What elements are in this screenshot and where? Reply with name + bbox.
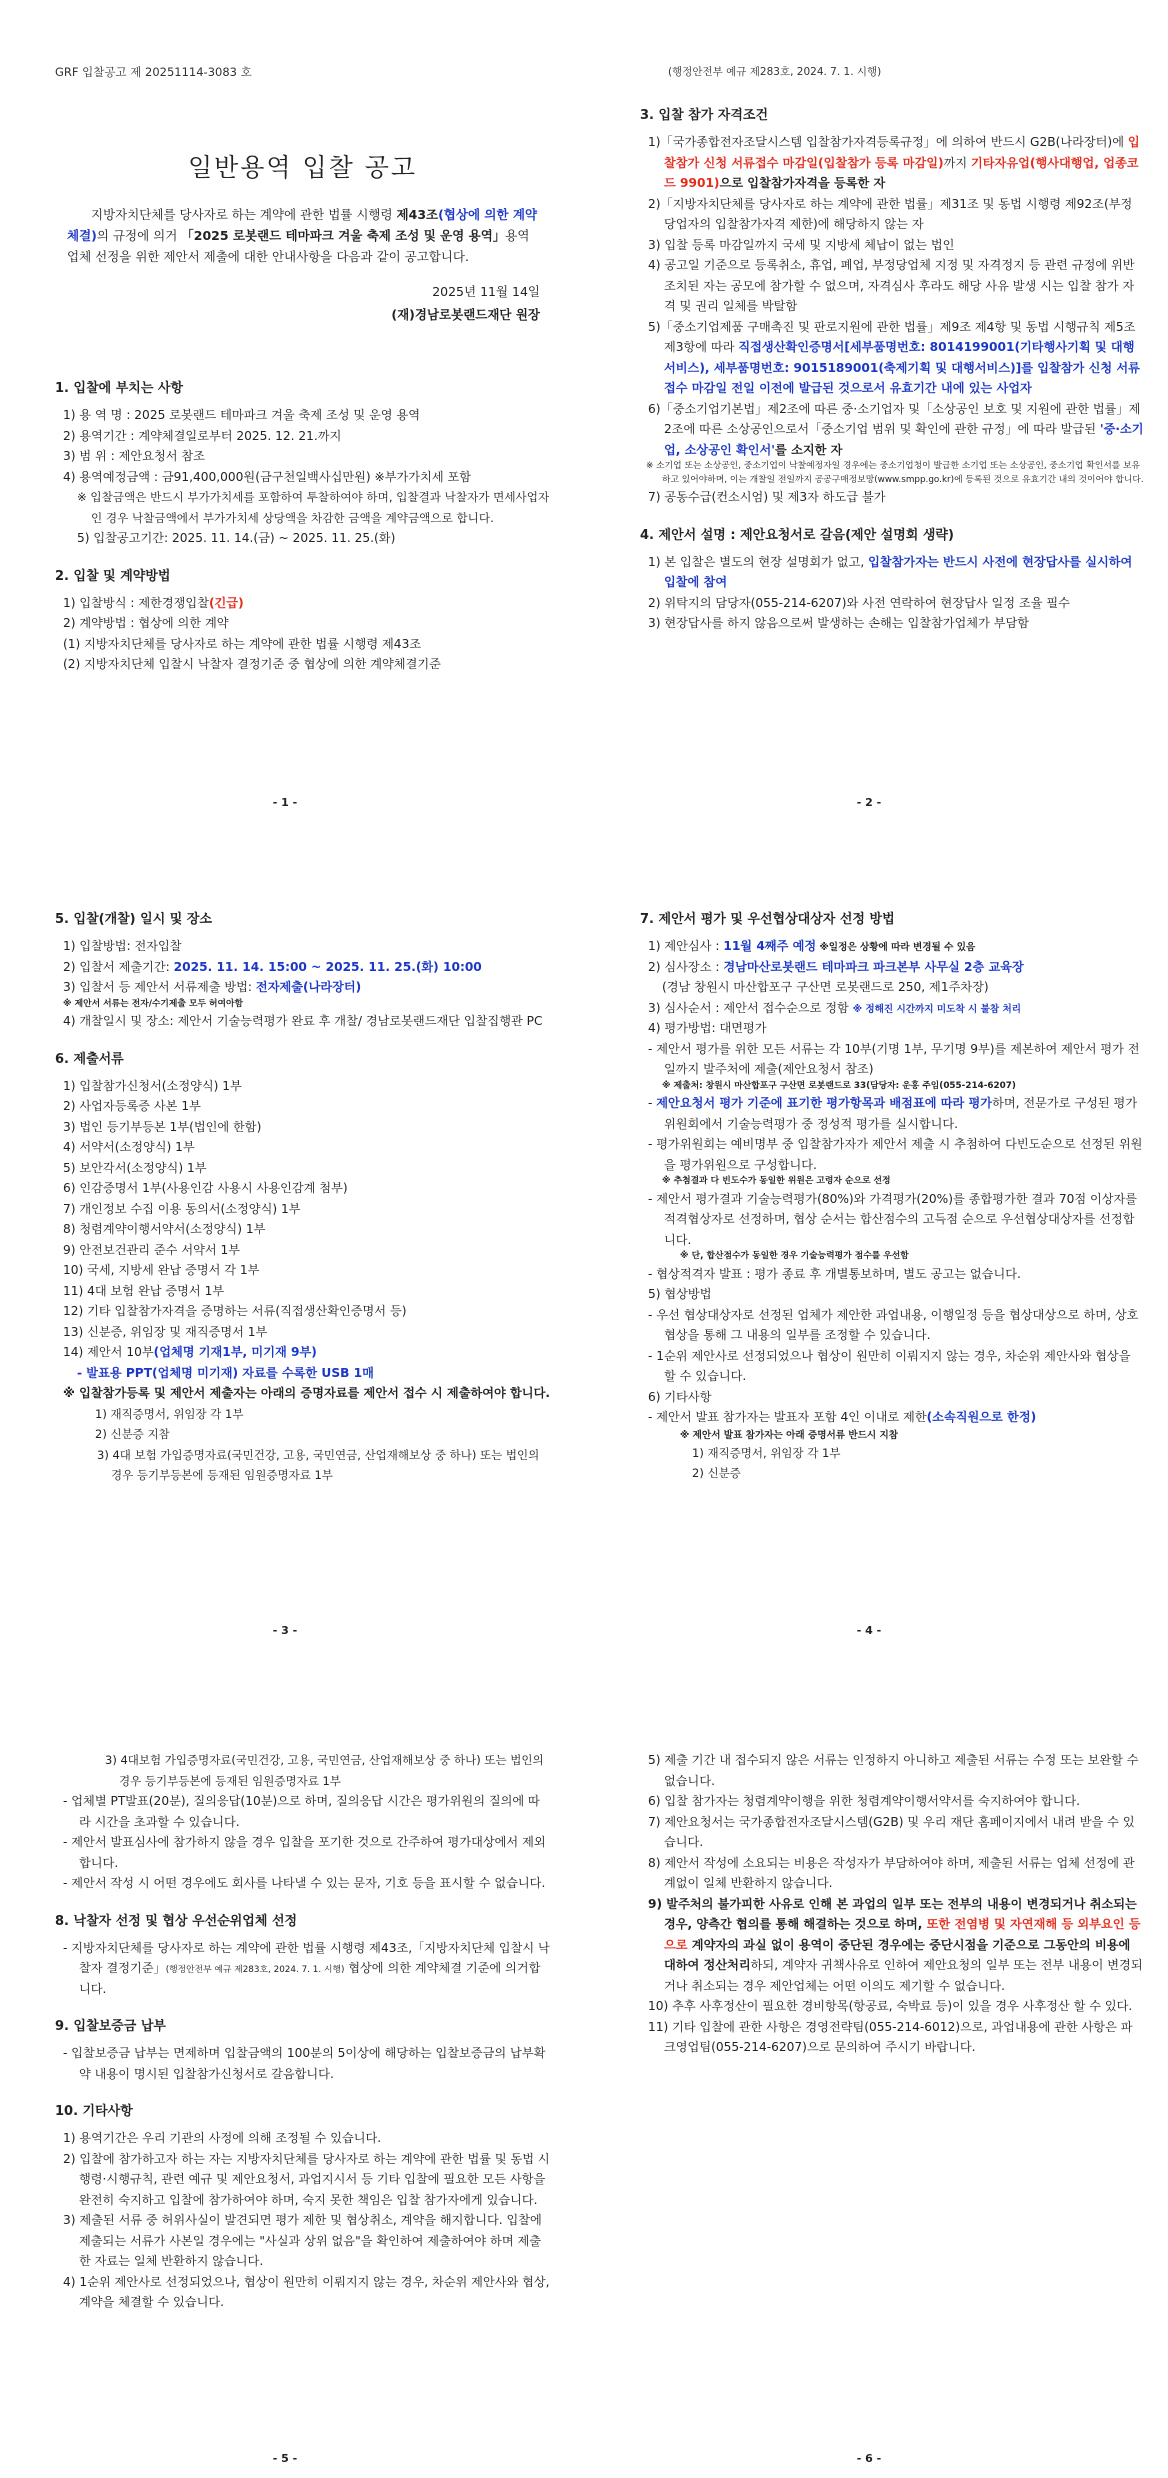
list-item: 13) 신분증, 위임장 및 재직증명서 1부	[63, 1324, 268, 1339]
contract-basis-2: (2) 지방자치단체 입찰시 낙찰자 결정기준 중 협상에 의한 계약체결기준	[63, 657, 441, 671]
presenter-doc-2: 2) 신분증	[692, 1466, 741, 1480]
qual-6-note: ※ 소기업 또는 소상공인, 중소기업이 낙찰예정자일 경우에는 중소기업청이 발급한 소기업 또는 소상공인, 중소기업 확인서를 보유하고 있어야하며, 이는 개찰일 전일까지 공공구매정보망(www.smpp.go.kr)에 등록된 것으로 유효기간 내의 것이어야 합니다.	[646, 461, 1144, 485]
service-name: 1) 용 역 명 : 2025 로봇랜드 테마파크 겨울 축제 조성 및 운영 용역	[63, 408, 421, 422]
eval-note-2: ※ 단, 합산점수가 동일한 경우 기술능력평가 점수를 우선함	[680, 1251, 909, 1261]
negotiation-1: - 우선 협상대상자로 선정된 업체가 제안한 과업내용, 이행일정 등을 협상대상으로 하며, 상호 협상을 통해 그 내용의 일부를 조정할 수 있습니다.	[648, 1307, 1139, 1342]
bid-bond: - 입찰보증금 납부는 면제하며 입찰금액의 100분의 5이상에 해당하는 입찰보증금의 납부확약 내용이 명시된 입찰참가신청서로 갈음합니다.	[63, 2046, 546, 2081]
other-matters: 6) 기타사항	[648, 1389, 712, 1404]
section-10-title: 10. 기타사항	[55, 2104, 133, 2119]
page-number: - 3 -	[272, 1624, 298, 1637]
award-basis: - 지방자치단체를 당사자로 하는 계약에 관한 법률 시행령 제43조,「지방자치단체 입찰시 낙찰자 결정기준」(행정안전부 예규 제283호, 2024. 7. 1. 시행) 협상에 의한 계약체결 기준에 의거합니다.	[63, 1940, 550, 1996]
anonymity-rule: - 제안서 작성 시 어떤 경우에도 회사를 나타낼 수 있는 문자, 기호 등을 표시할 수 없습니다.	[63, 1876, 546, 1890]
section-3-title: 3. 입찰 참가 자격조건	[640, 108, 769, 123]
evidence-3: 3) 4대 보험 가입증명자료(국민건강, 고용, 국민연금, 산업재해보상 중 하나) 또는 법인의 경우 등기부등본에 등재된 임원증명자료 1부	[97, 1447, 540, 1482]
other-10: 10) 추후 사후정산이 필요한 경비항목(항공료, 숙박료 등)이 있을 경우 사후정산 할 수 있다.	[648, 1999, 1133, 2013]
eval-5: - 협상적격자 발표 : 평가 종료 후 개별통보하며, 별도 공고는 없습니다.	[648, 1266, 1021, 1281]
list-item: 2) 사업자등록증 사본 1부	[63, 1099, 201, 1113]
contract-basis-1: (1) 지방자치단체를 당사자로 하는 계약에 관한 법률 시행령 제43조	[63, 636, 422, 651]
presenter-limit: - 제안서 발표 참가자는 발표자 포함 4인 이내로 제한(소속직원으로 한정)	[648, 1410, 1037, 1424]
section-6-title: 6. 제출서류	[55, 1051, 124, 1067]
other-1: 1) 용역기간은 우리 기관의 사정에 의해 조정될 수 있습니다.	[63, 2131, 382, 2145]
list-item: 5) 보안각서(소정양식) 1부	[63, 1160, 207, 1175]
page-number: - 5 -	[272, 2452, 298, 2465]
issuer: (재)경남로봇랜드재단 원장	[391, 307, 540, 322]
section-5-title: 5. 입찰(개찰) 일시 및 장소	[55, 912, 212, 927]
section-8-title: 8. 낙찰자 선정 및 협상 우선순위업체 선정	[55, 1913, 298, 1929]
qual-5: 5)「중소기업제품 구매촉진 및 판로지원에 관한 법률」제9조 제4항 및 동법 시행규칙 제5조 제3항에 따라 직접생산확인증명서[세부품명번호: 8014199001(기타행사기획 및 대행서비스), 세부품명번호: 9015189001(축제기획 및 대행서비스)]를 입찰참가 신청 서류접수 마감일 전일 이전에 발급된 것으로서 유효기간 내에 있는 사업자	[648, 319, 1140, 395]
other-5: 5) 제출 기간 내 접수되지 않은 서류는 인정하지 아니하고 제출된 서류는 수정 또는 보완할 수 없습니다.	[648, 1753, 1139, 1788]
negotiation-method: 5) 협상방법	[648, 1287, 712, 1301]
list-item: 9) 안전보건관리 준수 서약서 1부	[63, 1242, 241, 1257]
opening-info: 4) 개찰일시 및 장소: 제안서 기술능력평가 완료 후 개찰/ 경남로봇랜드재단 입찰집행관 PC	[63, 1014, 543, 1028]
negotiation-2: - 1순위 제안사로 선정되었으나 협상이 원만히 이뤄지지 않는 경우, 차순위 제안사와 협상을 할 수 있습니다.	[648, 1348, 1131, 1383]
eval-4: - 제안서 평가결과 기술능력평가(80%)와 가격평가(20%)를 종합평가한 결과 70점 이상자를 적격협상자로 선정하며, 협상 순서는 합산점수의 고득점 순으로 우선협상대상자를 선정합니다.	[648, 1191, 1138, 1247]
page-number: - 6 -	[856, 2452, 882, 2465]
eval-note: ※ 추첨결과 다 빈도수가 동일한 위원은 고령자 순으로 선정	[662, 1176, 891, 1186]
evidence-note: ※ 입찰참가등록 및 제안서 제출자는 아래의 증명자료를 제안서 접수 시 제출하여야 합니다.	[63, 1386, 550, 1400]
qual-7: 7) 공동수급(컨소시엄) 및 제3자 하도급 불가	[648, 490, 886, 504]
page-title: 일반용역 입찰 공고	[187, 153, 418, 182]
eval-1: - 제안서 평가를 위한 모든 서류는 각 10부(기명 1부, 무기명 9부)를 제본하여 제안서 평가 전일까지 발주처에 제출(제안요청서 참조)	[648, 1041, 1140, 1076]
qual-4: 4) 공고일 기준으로 등록취소, 휴업, 폐업, 부정당업체 지정 및 자격정지 등 관련 규정에 위반 조치된 자는 공모에 참가할 수 없으며, 자격심사 후라도 해당 사유 발생 시는 입찰 참가 자격 및 권리 일체를 박탈함	[648, 258, 1135, 313]
section-9-title: 9. 입찰보증금 납부	[55, 2019, 166, 2034]
bid-period: 2) 입찰서 제출기간: 2025. 11. 14. 15:00 ~ 2025. 11. 25.(화) 10:00	[63, 959, 482, 974]
presenter-note: ※ 제안서 발표 참가자는 아래 증명서류 반드시 지참	[680, 1429, 899, 1441]
other-11: 11) 기타 입찰에 관한 사항은 경영전략팀(055-214-6012)으로, 과업내용에 관한 사항은 파크영업팀(055-214-6207)으로 문의하여 주시기 바랍니다.	[648, 2019, 1133, 2054]
list-item: 11) 4대 보험 완납 증명서 1부	[63, 1283, 225, 1298]
section-4-title: 4. 제안서 설명 : 제안요청서로 갈음(제안 설명회 생략)	[640, 527, 954, 543]
service-period: 2) 용역기간 : 계약체결일로부터 2025. 12. 21.까지	[63, 428, 342, 443]
review-order: 3) 심사순서 : 제안서 접수순으로 정함 ※ 정해진 시간까지 미도착 시 불참 처리	[648, 1000, 1022, 1015]
review-address: (경남 창원시 마산합포구 구산면 로봇랜드로 250, 제1주차장)	[662, 980, 989, 994]
usb-note: - 발표용 PPT(업체명 미기재) 자료를 수록한 USB 1매	[77, 1365, 374, 1380]
other-3: 3) 제출된 서류 중 허위사실이 발견되면 평가 제한 및 협상취소, 계약을 해지합니다. 입찰에 제출되는 서류가 사본일 경우에는 "사실과 상위 없음"을 확인하여 제출하여야 하며 제출한 자료는 일체 반환하지 않습니다.	[63, 2213, 542, 2268]
other-6: 6) 입찰 참가자는 청렴계약이행을 위한 청렴계약이행서약서를 숙지하여야 합니다.	[648, 1794, 1081, 1808]
list-item: 4) 서약서(소정양식) 1부	[63, 1140, 195, 1154]
qual-1: 1)「국가종합전자조달시스템 입찰참가자격등록규정」에 의하여 반드시 G2B(나라장터)에 입찰참가 신청 서류접수 마감일(입찰참가 등록 마감일)까지 기타자유업(행사대행업, 업종코드 9901)으로 입찰참가자격을 등록한 자	[648, 135, 1140, 190]
evidence-1: 1) 재직증명서, 위임장 각 1부	[95, 1406, 244, 1421]
page-number: - 1 -	[272, 796, 298, 809]
other-8: 8) 제안서 작성에 소요되는 비용은 작성자가 부담하여야 하며, 제출된 서류는 업체 선정에 관계없이 일체 반환하지 않습니다.	[648, 1855, 1135, 1890]
section-1-title: 1. 입찰에 부치는 사항	[55, 381, 184, 396]
list-item: 6) 인감증명서 1부(사용인감 사용시 사용인감계 첨부)	[63, 1181, 348, 1195]
notice-date: 2025년 11월 14일	[432, 284, 540, 299]
insurance-proof: 3) 4대보험 가입증명자료(국민건강, 고용, 국민연금, 산업재해보상 중 하나) 또는 법인의 경우 등기부등본에 등재된 임원증명자료 1부	[105, 1753, 544, 1788]
presenter-doc-1: 1) 재직증명서, 위임장 각 1부	[692, 1445, 841, 1460]
evidence-2: 2) 신분증 지참	[95, 1427, 170, 1441]
contract-method: 2) 계약방법 : 협상에 의한 계약	[63, 616, 229, 630]
eval-2: - 제안요청서 평가 기준에 표기한 평가항목과 배점표에 따라 평가하며, 전문가로 구성된 평가위원회에서 기술능력평가 중 정성적 평가를 실시합니다.	[648, 1096, 1138, 1131]
document-list	[55, 1076, 550, 1343]
list-item: 7) 개인정보 수집 이용 동의서(소정양식) 1부	[63, 1201, 301, 1216]
submission-note: ※ 제안서 서류는 전자/수기제출 모두 허여아함	[63, 998, 244, 1009]
review-place: 2) 심사장소 : 경남마산로봇랜드 테마파크 파크본부 사무실 2층 교육장	[648, 959, 1024, 974]
list-item: 10) 국세, 지방세 완납 증명서 각 1부	[63, 1263, 260, 1277]
other-9: 9) 발주처의 불가피한 사유로 인해 본 과업의 일부 또는 전부의 내용이 변경되거나 취소되는 경우, 양측간 협의를 통해 해결하는 것으로 하며, 또한 전염병 및 자연재해 등 외부요인 등으로 계약자의 과실 없이 용역이 중단된 경우에는 중단시점을 기준으로 그동안의 비용에 대하여 정산처리하되, 계약자 귀책사유로 인하여 제안요청의 일부 또는 전부 내용이 변경되거나 취소되는 경우 제안업체는 어떤 이의도 제기할 수 없습니다.	[648, 1896, 1143, 1993]
explanation-1: 1) 본 입찰은 별도의 현장 설명회가 없고, 입찰참가자는 반드시 사전에 현장답사를 실시하여 입찰에 참여	[648, 554, 1133, 589]
list-item: 8) 청렴계약이행서약서(소정양식) 1부	[63, 1222, 266, 1236]
proposal-copies: 14) 제안서 10부(업체명 기재1부, 미기재 9부)	[63, 1345, 317, 1359]
section-7-title: 7. 제안서 평가 및 우선협상대상자 선정 방법	[640, 912, 895, 927]
bidding-method: 1) 입찰방식 : 제한경쟁입찰(긴급)	[63, 595, 244, 610]
amount-note: ※ 입찰금액은 반드시 부가가치세를 포함하여 투찰하여야 하며, 입찰결과 낙찰자가 면세사업자인 경우 낙찰금액에서 부가가치세 상당액을 차감한 금액을 계약금액으로 합니다.	[77, 490, 550, 525]
estimated-amount: 4) 용역예정금액 : 금91,400,000원(금구천일백사십만원) ※부가가치세 포함	[63, 469, 472, 484]
explanation-3: 3) 현장답사를 하지 않음으로써 발생하는 손해는 입찰참가업체가 부담함	[648, 616, 1030, 630]
other-2: 2) 입찰에 참가하고자 하는 자는 지방자치단체를 당사자로 하는 계약에 관한 법률 및 동법 시행령·시행규칙, 관련 예규 및 제안요청서, 과업지시서 등 기타 입찰에 필요한 모든 사항을 완전히 숙지하고 입찰에 참가하여야 하며, 숙지 못한 책임은 입찰 참가자에게 있습니다.	[63, 2151, 550, 2207]
qual-3: 3) 입찰 등록 마감일까지 국세 및 지방세 체납이 없는 법인	[648, 237, 955, 252]
list-item: 12) 기타 입찰참가자격을 증명하는 서류(직접생산확인증명서 등)	[63, 1304, 407, 1318]
bid-method: 1) 입찰방법: 전자입찰	[63, 939, 182, 953]
list-item: 3) 법인 등기부등본 1부(법인에 한함)	[63, 1119, 262, 1134]
submission-method: 3) 입찰서 등 제안서 서류제출 방법: 전자제출(나라장터)	[63, 980, 362, 994]
explanation-2: 2) 위탁지의 담당자(055-214-6207)와 사전 연락하여 현장답사 일정 조율 필수	[648, 595, 1070, 610]
list-item: 1) 입찰참가신청서(소정양식) 1부	[63, 1078, 242, 1093]
notice-number: GRF 입찰공고 제 20251114-3083 호	[55, 65, 252, 79]
eval-3: - 평가위원회는 예비명부 중 입찰참가자가 제안서 제출 시 추첨하여 다빈도순으로 선정된 위원을 평가위원으로 구성합니다.	[648, 1137, 1143, 1172]
qual-2: 2)「지방자치단체를 당사자로 하는 계약에 관한 법률」제31조 및 동법 시행령 제92조(부정당업자의 입찰참가자격 제한)에 해당하지 않는 자	[648, 196, 1133, 231]
header-reference: (행정안전부 예규 제283호, 2024. 7. 1. 시행)	[668, 66, 882, 78]
review-date: 1) 제안심사 : 11월 4째주 예정 ※일정은 상황에 따라 변경될 수 있음	[648, 939, 976, 953]
scope: 3) 범 위 : 제안요청서 참조	[63, 449, 205, 463]
other-4: 4) 1순위 제안사로 선정되었으나, 협상이 원만히 이뤄지지 않는 경우, 차순위 제안사와 협상, 계약을 체결할 수 있습니다.	[63, 2274, 550, 2309]
lead-paragraph: 지방자치단체를 당사자로 하는 계약에 관한 법률 시행령 제43조(협상에 의한 계약체결)의 규정에 의거 「2025 로봇랜드 테마파크 겨울 축제 조성 및 운영 용역」용역업체 선정을 위한 제안서 제출에 대한 안내사항을 다음과 같이 공고합니다.	[67, 207, 538, 264]
page-number: - 4 -	[856, 1624, 882, 1637]
eval-address: ※ 제출처: 창원시 마산합포구 구산면 로봇랜드로 33(담당자: 운홍 주임(055-214-6207)	[662, 1080, 1016, 1091]
other-7: 7) 제안요청서는 국가종합전자조달시스템(G2B) 및 우리 재단 홈페이지에서 내려 받을 수 있습니다.	[648, 1814, 1135, 1849]
notice-period: 5) 입찰공고기간: 2025. 11. 14.(금) ~ 2025. 11. 25.(화)	[77, 531, 396, 545]
evaluation-method: 4) 평가방법: 대면평가	[648, 1021, 767, 1035]
absence-rule: - 제안서 발표심사에 참가하지 않을 경우 입찰을 포기한 것으로 간주하여 평가대상에서 제외합니다.	[63, 1835, 546, 1870]
section-2-title: 2. 입찰 및 계약방법	[55, 568, 171, 584]
page-number: - 2 -	[856, 796, 882, 809]
qual-6: 6)「중소기업기본법」제2조에 따른 중·소기업자 및「소상공인 보호 및 지원에 관한 법률」제2조에 따른 소상공인으로서「중소기업 범위 및 확인에 관한 규정」에 따라 발급된 '중·소기업, 소상공인 확인서'를 소지한 자	[648, 401, 1144, 457]
pt-presentation: - 업체별 PT발표(20분), 질의응답(10분)으로 하며, 질의응답 시간은 평가위원의 질의에 따라 시간을 초과할 수 있습니다.	[63, 1794, 540, 1829]
